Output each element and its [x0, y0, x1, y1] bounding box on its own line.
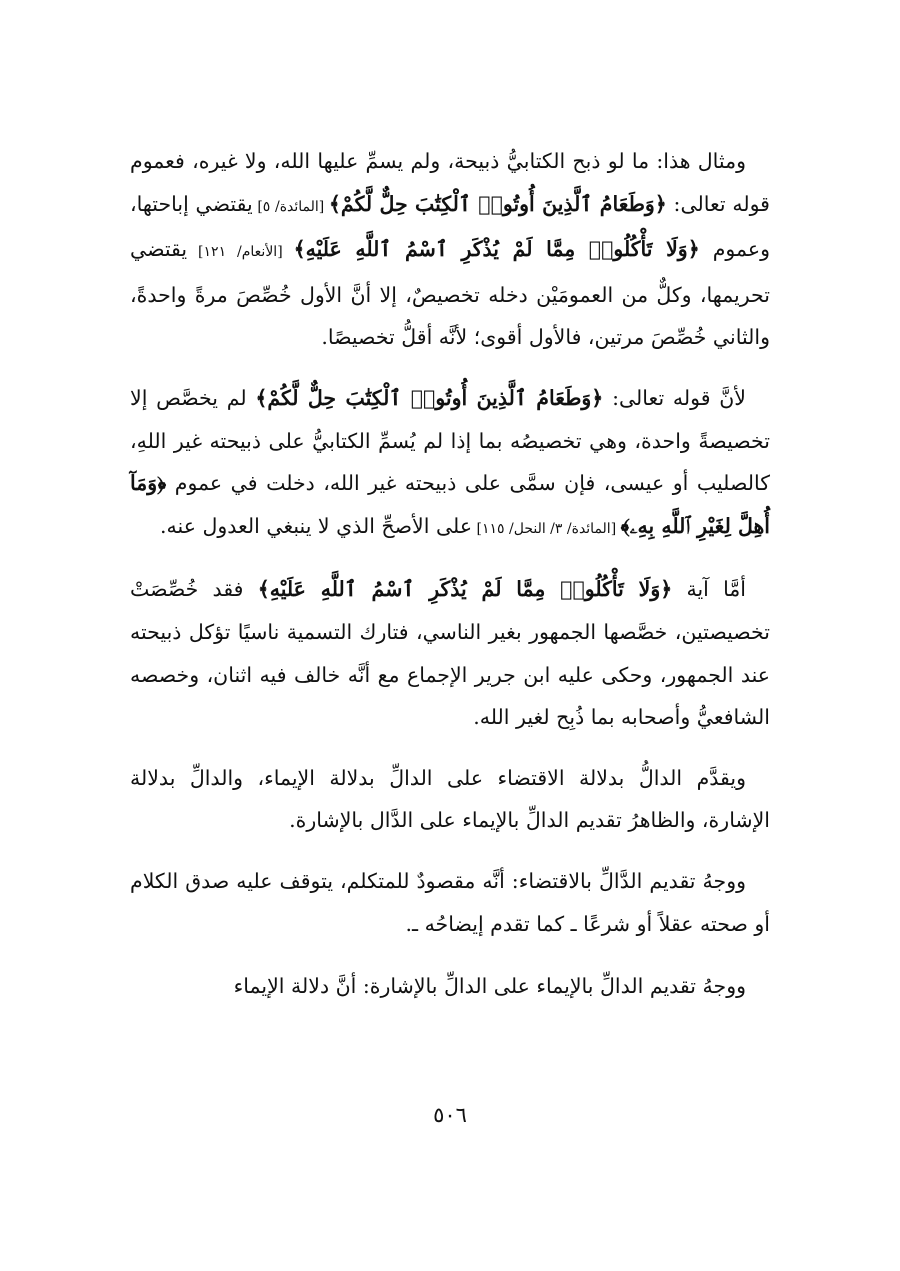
text-segment: لم يخصَّص إلا تخصيصةً واحدة، وهي تخصيصُه بما إذا لم يُسمِّ الكتابيُّ على ذبيحته غير اللهِ، كالصليب أو عيسى، فإن سمَّى على ذبيحته غير الله، دخلت في عموم	[130, 385, 770, 496]
quran-verse: ﴿وَطَعَامُ ٱلَّذِينَ أُوتُوا۟ ٱلْكِتَٰبَ حِلٌّ لَّكُمْ﴾	[255, 385, 604, 410]
text-segment: لأنَّ قوله تعالى:	[603, 385, 746, 410]
paragraph-6	[130, 965, 770, 1008]
paragraph-1	[130, 140, 770, 359]
verse-reference: [المائدة/ ٥]	[252, 198, 329, 215]
quran-verse: ﴿وَمَآ أُهِلَّ لِغَيْرِ ٱللَّهِ بِهِۦ﴾	[130, 471, 770, 538]
text-segment: أمَّا آية	[672, 577, 746, 602]
text-segment: ومثال هذا: ما لو ذبح الكتابيُّ ذبيحة، ولم يسمِّ عليها الله، ولا غيره، فعموم قوله تعالى:	[130, 149, 770, 216]
text-segment: ويقدَّم الدالُّ بدلالة الاقتضاء على الدالِّ بدلالة الإيماء، والدالِّ بدلالة الإشارة، والظاهرُ تقديم الدالِّ بالإيماء على الدَّال بالإشارة.	[130, 765, 770, 833]
text-segment: فقد خُصِّصَتْ تخصيصتين، خصَّصها الجمهور بغير الناسي، فتارك التسمية ناسيًا تؤكل ذبيحته عند الجمهور، وحكى عليه ابن جرير الإجماع مع أنَّه خالف فيه اثنان، وخصصه الشافعيُّ وأصحابه بما ذُبِح لغير الله.	[130, 577, 770, 730]
text-segment: يقتضي تحريمها، وكلٌّ من العمومَيْن دخله تخصيصٌ، إلا أنَّ الأول خُصِّصَ مرةً واحدةً، والثاني خُصِّصَ مرتين، فالأول أقوى؛ لأنَّه أقلُّ تخصيصًا.	[130, 237, 771, 350]
paragraph-2	[130, 377, 770, 550]
text-segment: على الأصحِّ الذي لا ينبغي العدول عنه.	[160, 513, 473, 538]
verse-reference: [الأنعام/ ١٢١]	[187, 244, 294, 261]
text-segment: يقتضي إباحتها، وعموم	[130, 191, 770, 262]
verse-reference: [المائدة/ ٣/ النحل/ ١١٥]	[472, 520, 621, 537]
quran-verse: ﴿وَلَا تَأْكُلُوا۟ مِمَّا لَمْ يُذْكَرِ ٱسْمُ ٱللَّهِ عَلَيْهِ﴾	[257, 577, 673, 602]
main-text	[130, 140, 770, 1028]
text-segment: ووجهُ تقديم الدَّالِّ بالاقتضاء: أنَّه مقصودٌ للمتكلم، يتوقف عليه صدق الكلام أو صحته عقلاً أو شرعًا ـ كما تقدم إيضاحُه ـ.	[130, 868, 770, 936]
quran-verse: ﴿وَلَا تَأْكُلُوا۟ مِمَّا لَمْ يُذْكَرِ ٱسْمُ ٱللَّهِ عَلَيْهِ﴾	[293, 237, 700, 262]
page-number: ٥٠٦	[433, 1103, 467, 1127]
paragraph-3	[130, 568, 770, 738]
paragraph-5	[130, 860, 770, 945]
quran-verse: ﴿وَطَعَامُ ٱلَّذِينَ أُوتُوا۟ ٱلْكِتَٰبَ حِلٌّ لَّكُمْ﴾	[328, 191, 667, 216]
paragraph-4	[130, 757, 770, 842]
text-segment: ووجهُ تقديم الدالِّ بالإيماء على الدالِّ بالإشارة: أنَّ دلالة الإيماء	[233, 974, 746, 999]
